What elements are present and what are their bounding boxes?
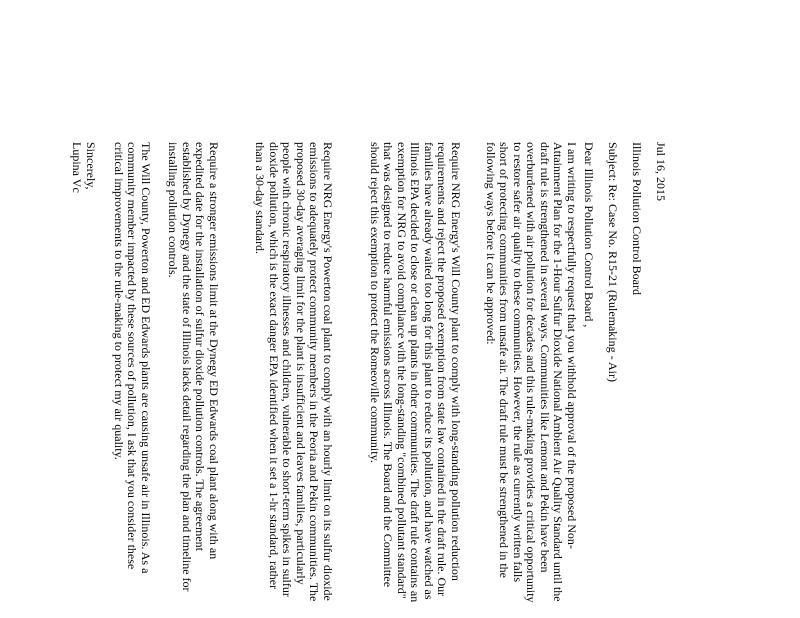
letter-signature: Lupina Vc (70, 142, 84, 193)
paragraph-will-county: Require NRG Energy's Will County plant to comply with long-standing pollution reduction requirements and reject the proposed exemption from state law contained in the draft rule. Our families have already waited too long for this plant to reduce its pollution, and have watched as Illinois EPA decided to close or clean up plants in other communities. The draft rule contains an exemption for NRG to avoid compliance with the long-standing "combined pollutant standard" that was designed to reduce harmful emissions across Illinois. The Board and the Committee should reject this exemption to protect the Romeoville community. (368, 142, 463, 603)
paragraph-powerton: Require NRG Energy's Powerton coal plant to comply with an hourly limit on its sulfur dioxide emissions to adequately protect community members in the Peoria and Pekin communities. The proposed 30-day averaging limit for the plant is insufficient and leaves families, particularly people with chronic respiratory illnesses and children, vulnerable to short-term spikes in sulfur dioxide pollution, which is the exact danger EPA identified when it set a 1-hr standard, rather than a 30-day standard. (253, 142, 335, 602)
paragraph-ed-edwards: Require a stronger emissions limit at the Dynegy ED Edwards coal plant along with an expedited date for the installation of sulfur dioxide pollution controls. The agreement established by Dynegy and the state of Illinois lacks detail regarding the plan and timeline for installing pollution controls. (166, 142, 221, 592)
paragraph-intro: I am writing to respectfully request that you withhold approval of the proposed Non- Attainment Plan for the 1-Hour Sulfur Dioxide National Ambient Air Quality Standard until the draft rule is strengthened in several ways. Communities like Lemont and Pekin have been overburdened with air pollution for decades and this rule-making provides a critical opportunity to restore safer air quality to these communities. However, the rule as currently written falls short of protecting communities from unsafe air. The draft rule must be strengthened in the following ways before it can be approved: (484, 142, 579, 603)
letter-recipient: Illinois Pollution Control Board (630, 142, 644, 296)
letter-closing: Sincerely, (84, 142, 98, 190)
letter-salutation: Dear Illinois Pollution Control Board , (582, 142, 596, 328)
letter-subject: Subject: Re: Case No. R15-21 (Rulemaking - Air) (606, 142, 620, 382)
paragraph-closing-statement: The Will County, Powerton and ED Edwards plants are causing unsafe air in Illinois. As a community member impacted by these sources of pollution, I ask that you consider these critical improvements to the rule-making to protect my air quality. (112, 142, 153, 574)
letter-date: Jul 16, 2015 (654, 142, 668, 202)
